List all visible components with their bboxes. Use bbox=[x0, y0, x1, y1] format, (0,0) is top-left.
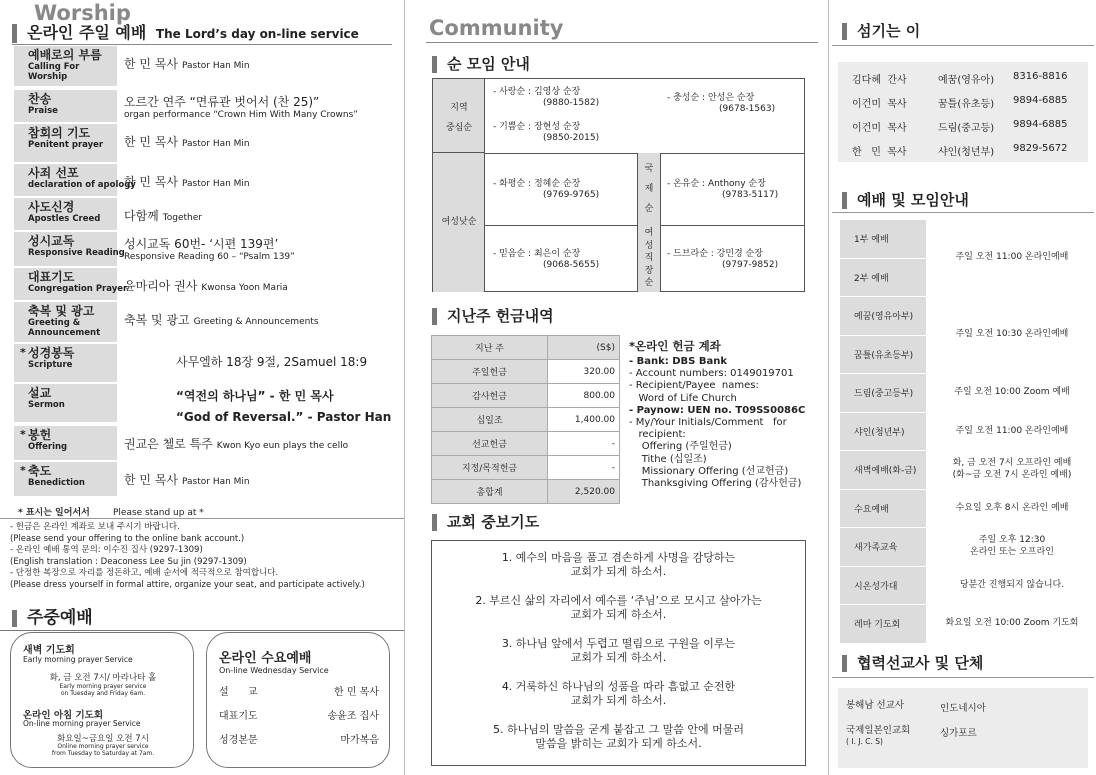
prayer-line: 2. 부르신 삶의 자리에서 예수를 ‘주님’으로 모시고 살아가는 bbox=[475, 594, 762, 607]
value-main: 오르간 연주 “면류관 벗어서 (찬 25)” bbox=[124, 95, 320, 109]
worship-item-label bbox=[14, 232, 125, 266]
service-label: 새가족교육 bbox=[840, 528, 926, 566]
account-line: Word of Life Church bbox=[629, 392, 737, 404]
dawn-en: Early morning prayer Service bbox=[23, 655, 133, 664]
community-rule bbox=[426, 42, 818, 43]
prayer-line: 교회가 되게 하소서. bbox=[570, 694, 667, 707]
note-line: (Please dress yourself in formal attire, organize your seat, and participate actively.) bbox=[10, 579, 365, 590]
note-line: - 헌금은 온라인 계좌로 보내 주시기 바랍니다. bbox=[10, 522, 180, 532]
offering-value: - bbox=[548, 432, 620, 456]
value-en: Kwonsa Yoon Maria bbox=[201, 283, 288, 293]
value-en: Pastor Han Min bbox=[182, 179, 250, 189]
offering-header-label: 지난 주 bbox=[432, 336, 548, 360]
prayer-title: 교회 중보기도 bbox=[432, 514, 539, 531]
service-time bbox=[930, 425, 1094, 437]
value-main: 윤마리아 권사 bbox=[124, 279, 198, 293]
service-label: 수요예배 bbox=[840, 490, 926, 528]
title-rule bbox=[12, 44, 392, 45]
service-time bbox=[930, 534, 1094, 558]
wed-row-value: 송윤조 집사 bbox=[327, 711, 379, 722]
label-en: Apostles Creed bbox=[28, 214, 101, 224]
intl-label bbox=[637, 153, 661, 225]
staff-phone: 9829-5672 bbox=[1013, 143, 1068, 154]
group-item: - 드브라순 : 강민경 순장 (9797-9852) bbox=[667, 249, 779, 270]
staff-name: 김다혜 간사 bbox=[852, 75, 907, 86]
mission-name bbox=[846, 725, 910, 747]
value-main: 다함께 bbox=[124, 209, 159, 223]
service-time bbox=[930, 457, 1094, 481]
value-main: 한 민 목사 bbox=[124, 175, 178, 189]
offering-title: 지난주 헌금내역 bbox=[432, 308, 554, 325]
label-ko: 봉헌 bbox=[28, 428, 52, 442]
offering-value: 1,400.00 bbox=[548, 408, 620, 432]
service-time bbox=[930, 251, 1094, 263]
value-en: Kwon Kyo eun plays the cello bbox=[216, 441, 349, 451]
service-label: 샤인(청년부) bbox=[840, 413, 926, 451]
worship-item bbox=[14, 268, 394, 300]
value-en: Pastor Han Min bbox=[182, 139, 250, 149]
worship-item-label bbox=[14, 46, 117, 86]
worship-item-value bbox=[124, 311, 319, 328]
mission-name-ko: 국제일본인교회 bbox=[846, 725, 911, 736]
account-line: Missionary Offering (선교헌금) bbox=[629, 465, 789, 477]
worship-item-value bbox=[176, 353, 367, 370]
worship-item bbox=[14, 46, 394, 86]
worship-item-value bbox=[124, 207, 202, 224]
label-ko: 대표기도 bbox=[28, 270, 75, 284]
offering-row bbox=[432, 408, 620, 432]
value-main: 한 민 목사 bbox=[124, 135, 178, 149]
worship-item-label bbox=[14, 124, 117, 162]
weekday-rule bbox=[0, 630, 404, 631]
morning-time-en: Online morning prayer service from Tuesday to Saturday at 7am. bbox=[51, 743, 155, 757]
label-ko: 사도신경 bbox=[28, 200, 75, 214]
note-line: (English translation : Deaconess Lee Su jin (9297-1309) bbox=[10, 556, 247, 567]
dawn-time: 화, 금 오전 7시/ 마라나타 홀 bbox=[49, 673, 157, 683]
intl-label-char: 제 bbox=[644, 184, 654, 194]
account-line: Offering (주일헌금) bbox=[629, 441, 732, 453]
offering-row bbox=[432, 480, 620, 504]
worship-item-value bbox=[176, 387, 391, 424]
staff-name: 이건미 목사 bbox=[852, 123, 907, 134]
groups-title: 순 모임 안내 bbox=[432, 56, 530, 73]
label-ko: 성경봉독 bbox=[28, 346, 75, 360]
worship-item bbox=[14, 462, 394, 496]
staff-dept: 꿈틀(유초등) bbox=[938, 99, 995, 110]
service-label: 드림(중고등부) bbox=[840, 374, 926, 412]
wed-row-label: 대표기도 bbox=[219, 711, 258, 722]
worship-item-value bbox=[124, 277, 288, 294]
label-en: Praise bbox=[28, 106, 58, 116]
worship-item-value bbox=[124, 235, 295, 262]
female-label bbox=[637, 225, 661, 292]
label-en: Penitent prayer bbox=[28, 140, 104, 150]
label-en: Offering bbox=[28, 442, 68, 452]
wed-row-value: 한 민 목사 bbox=[334, 687, 379, 698]
offering-table bbox=[431, 335, 620, 504]
worship-item-label bbox=[14, 302, 117, 342]
worship-item bbox=[14, 164, 394, 196]
service-time-line: 주일 오전 11:00 온라인예배 bbox=[955, 425, 1069, 436]
service-time-line: 화요일 오전 10:00 Zoom 기도회 bbox=[945, 618, 1079, 628]
offering-header-unit: (S$) bbox=[548, 336, 620, 360]
wed-row-label: 성경본문 bbox=[219, 735, 258, 746]
value-main: 성시교독 60번- ‘시편 139편’ bbox=[124, 237, 279, 251]
worship-item-value bbox=[124, 471, 250, 488]
mission-name bbox=[846, 700, 904, 711]
wed-row-value: 마가복음 bbox=[340, 735, 379, 746]
note-line: (Please send your offering to the online bank account.) bbox=[10, 533, 245, 544]
worship-item bbox=[14, 302, 394, 342]
region-label: 지역 중심순 bbox=[433, 79, 485, 153]
account-line: Tithe (십일조) bbox=[629, 453, 707, 465]
account-line: - Bank: DBS Bank bbox=[629, 356, 727, 367]
account-line: - Paynow: UEN no. T09SS0086C bbox=[629, 404, 806, 416]
label-en: Scripture bbox=[28, 360, 73, 370]
standing-star: * bbox=[20, 346, 26, 359]
service-label: 시온성가대 bbox=[840, 567, 926, 605]
staff-dept: 드림(중고등) bbox=[938, 123, 995, 134]
staff-title: 섬기는 이 bbox=[842, 23, 920, 40]
services-rule bbox=[832, 212, 1094, 213]
service-time-line: 주일 오전 10:00 Zoom 예배 bbox=[954, 387, 1070, 397]
worship-item bbox=[14, 426, 394, 460]
wednesday-box bbox=[206, 632, 390, 768]
worship-item-value bbox=[124, 55, 250, 72]
value-main: “역전의 하나님” - 한 민 목사 bbox=[176, 389, 334, 403]
offering-value: - bbox=[548, 456, 620, 480]
service-time-line2: (화~금 오전 7시 온라인 예배) bbox=[952, 470, 1072, 480]
value-en: Together bbox=[162, 213, 202, 223]
account-title: *온라인 헌금 계좌 bbox=[629, 339, 721, 353]
prayer-line: 말씀을 밝히는 교회가 되게 하소서. bbox=[535, 737, 702, 750]
mission-country: 싱가포르 bbox=[940, 728, 977, 739]
service-time-line: 수요일 오후 8시 온라인 예배 bbox=[955, 502, 1069, 513]
wed-row-label: 설 교 bbox=[219, 687, 258, 698]
prayer-line: 교회가 되게 하소서. bbox=[570, 651, 667, 664]
staff-name: 이건미 목사 bbox=[852, 99, 907, 110]
female-label-char: 순 bbox=[644, 278, 654, 288]
label-ko: 사죄 선포 bbox=[28, 166, 79, 180]
worship-item-label bbox=[14, 426, 117, 460]
stand-note: * 표시는 일어서서 Please stand up at * bbox=[18, 508, 204, 518]
female-label-char: 직 bbox=[644, 253, 654, 263]
morning-en: On-line morning prayer Service bbox=[23, 719, 141, 728]
women-label: 여성낮순 bbox=[433, 153, 485, 292]
value-main: 권교은 첼로 특주 bbox=[124, 437, 213, 451]
online-worship-title: 온라인 주일 예배 The Lord’s day on-line service bbox=[12, 24, 359, 43]
group-item: - 화평순 : 정혜순 순장 (9769-9765) bbox=[493, 179, 600, 200]
value-main: 한 민 목사 bbox=[124, 57, 178, 71]
services-title: 예배 및 모임안내 bbox=[842, 192, 969, 209]
female-label-char: 여 bbox=[644, 228, 654, 238]
wed-en: On-line Wednesday Service bbox=[219, 666, 329, 675]
offering-row bbox=[432, 360, 620, 384]
note-line: - 온라인 예배 통역 문의: 이수진 집사 (9297-1309) bbox=[10, 545, 203, 555]
staff-rule bbox=[832, 45, 1094, 46]
label-ko: 참회의 기도 bbox=[28, 126, 91, 140]
worship-item-value bbox=[124, 93, 358, 120]
label-en: Responsive Reading bbox=[28, 248, 125, 258]
mission-country: 인도네시아 bbox=[940, 703, 986, 714]
offering-value: 2,520.00 bbox=[548, 480, 620, 504]
mission-name-ko: 봉해남 선교사 bbox=[846, 700, 905, 711]
dawn-time-en: Early morning prayer service on Tuesday and Friday 6am. bbox=[59, 683, 147, 697]
offering-label: 주일헌금 bbox=[432, 360, 548, 384]
staff-dept: 예꿈(영유아) bbox=[938, 75, 995, 86]
account-line: recipient: bbox=[629, 429, 686, 441]
mission-rule bbox=[832, 677, 1094, 678]
service-time-line: 주일 오전 11:00 온라인예배 bbox=[955, 252, 1069, 263]
label-en: declaration of apology bbox=[28, 180, 136, 190]
morning-time: 화요일~금요일 오전 7시 bbox=[57, 734, 149, 744]
service-label: 꿈틀(유초등부) bbox=[840, 336, 926, 374]
worship-item-label bbox=[14, 462, 117, 496]
value-en: Pastor Han Min bbox=[182, 477, 250, 487]
service-time bbox=[930, 502, 1094, 514]
offering-label: 지정/목적헌금 bbox=[432, 456, 548, 480]
service-time-line: 주일 오후 12:30 bbox=[978, 535, 1046, 545]
group-item: - 기쁨순 : 장현성 순장 (9850-2015) bbox=[493, 122, 600, 143]
prayer-line: 1. 예수의 마음을 품고 겸손하게 사명을 감당하는 bbox=[501, 551, 736, 564]
offering-label: 총합계 bbox=[432, 480, 548, 504]
standing-star: * bbox=[20, 464, 26, 477]
service-time bbox=[930, 328, 1094, 340]
service-time bbox=[930, 617, 1094, 629]
worship-item-label bbox=[14, 198, 117, 230]
value-en: Pastor Han Min bbox=[182, 61, 250, 71]
account-line: - Account numbers: 0149019701 bbox=[629, 368, 794, 380]
prayer-line: 3. 하나님 앞에서 두렵고 떨림으로 구원을 이루는 bbox=[501, 637, 736, 650]
service-time bbox=[930, 579, 1094, 591]
offering-row bbox=[432, 456, 620, 480]
group-item: - 충성순 : 안성은 순장 (9678-1563) bbox=[667, 93, 776, 114]
worship-item bbox=[14, 232, 394, 266]
label-en2: Worship bbox=[28, 72, 68, 82]
groups-table bbox=[432, 78, 805, 292]
worship-item-label bbox=[14, 164, 136, 196]
label-ko: 축도 bbox=[28, 464, 52, 478]
worship-item-label bbox=[14, 90, 117, 122]
column-divider bbox=[404, 0, 405, 775]
account-line: - Recipient/Payee names: bbox=[629, 380, 759, 392]
worship-item-value bbox=[124, 435, 348, 452]
note-line: - 단정한 복장으로 자리를 정돈하고, 예배 순서에 적극적으로 참여합니다. bbox=[10, 568, 279, 578]
offering-row bbox=[432, 384, 620, 408]
prayer-line: 교회가 되게 하소서. bbox=[570, 608, 667, 621]
account-line: - My/Your Initials/Comment for bbox=[629, 417, 787, 428]
service-label: 1부 예배 bbox=[840, 220, 926, 258]
column-divider bbox=[828, 0, 829, 775]
label-ko: 축복 및 광고 bbox=[28, 304, 95, 318]
offering-header-row bbox=[432, 336, 620, 360]
label-ko: 찬송 bbox=[28, 92, 52, 106]
label-en: Congregation Prayer bbox=[28, 284, 128, 294]
value-en: Responsive Reading 60 – “Psalm 139” bbox=[124, 252, 295, 262]
dawn-title: 새벽 기도회 bbox=[23, 645, 75, 656]
worship-item bbox=[14, 124, 394, 162]
female-label-char: 성 bbox=[644, 240, 654, 251]
label-en: Sermon bbox=[28, 400, 65, 410]
staff-name: 한 민 목사 bbox=[852, 147, 907, 158]
offering-value: 320.00 bbox=[548, 360, 620, 384]
intl-label-char: 국 bbox=[644, 164, 654, 174]
prayer-line: 5. 하나님의 말씀을 굳게 붙잡고 그 말씀 안에 머물러 bbox=[493, 723, 744, 736]
service-label: 예꿈(영유아부) bbox=[840, 297, 926, 335]
worship-item bbox=[14, 198, 394, 230]
value-main: 한 민 목사 bbox=[124, 473, 178, 487]
morning-title: 온라인 아침 기도회 bbox=[23, 710, 104, 721]
value-en: Greeting & Announcements bbox=[193, 317, 319, 327]
value-main: 축복 및 광고 bbox=[124, 313, 190, 327]
female-label-char: 장 bbox=[644, 265, 654, 276]
value-en: organ performance “Crown Him With Many Crowns” bbox=[124, 110, 358, 120]
weekday-title: 주중예배 bbox=[12, 610, 93, 627]
worship-item-value bbox=[124, 133, 250, 150]
worship-item bbox=[14, 90, 394, 122]
value-en: “God of Reversal.” - Pastor Han bbox=[176, 410, 392, 424]
staff-phone: 9894-6885 bbox=[1013, 95, 1068, 106]
worship-heading: Worship bbox=[34, 1, 131, 25]
label-ko: 성시교독 bbox=[28, 234, 75, 248]
worship-item bbox=[14, 344, 394, 382]
service-time-line: 화, 금 오전 7시 오프라인 예배 bbox=[952, 458, 1072, 468]
offering-label: 선교헌금 bbox=[432, 432, 548, 456]
group-item: - 믿음순 : 최은이 순장 (9068-5655) bbox=[493, 249, 600, 270]
worship-item-label bbox=[14, 384, 117, 422]
account-line: Thanksgiving Offering (감사헌금) bbox=[629, 478, 802, 489]
notes-rule bbox=[0, 518, 404, 519]
wed-title: 온라인 수요예배 bbox=[219, 651, 312, 666]
label-en: Calling For bbox=[28, 62, 80, 72]
service-time-line: 당분간 진행되지 않습니다. bbox=[959, 579, 1065, 590]
worship-item-value bbox=[124, 173, 250, 190]
service-label: 2부 예배 bbox=[840, 259, 926, 297]
prayer-line: 4. 거룩하신 하나님의 성품을 따라 흠없고 순전한 bbox=[501, 680, 736, 693]
value-main: 사무엘하 18장 9절, 2Samuel 18:9 bbox=[176, 355, 368, 369]
group-item: - 온유순 : Anthony 순장 (9783-5117) bbox=[667, 179, 779, 200]
intl-label-char: 순 bbox=[644, 204, 654, 214]
prayer-line: 교회가 되게 하소서. bbox=[570, 565, 667, 578]
community-heading: Community bbox=[429, 16, 564, 40]
mission-name-en: ( I. J. C. S) bbox=[846, 737, 883, 746]
label-ko: 예배로의 부름 bbox=[28, 48, 102, 62]
staff-dept: 샤인(청년부) bbox=[938, 147, 995, 158]
label-ko: 설교 bbox=[28, 386, 52, 400]
staff-phone: 9894-6885 bbox=[1013, 119, 1068, 130]
service-label: 새벽예배(화-금) bbox=[840, 451, 926, 489]
intercessory-prayer-box bbox=[431, 540, 806, 766]
offering-value: 800.00 bbox=[548, 384, 620, 408]
offering-label: 십일조 bbox=[432, 408, 548, 432]
label-en2: Announcement bbox=[28, 328, 101, 338]
staff-phone: 8316-8816 bbox=[1013, 71, 1068, 82]
worship-item bbox=[14, 384, 394, 422]
worship-item-label bbox=[14, 268, 128, 300]
dawn-prayer-box bbox=[10, 632, 194, 768]
service-time-line: 주일 오전 10:30 온라인예배 bbox=[955, 329, 1069, 340]
label-en: Greeting & bbox=[28, 318, 81, 328]
service-label: 레마 기도회 bbox=[840, 605, 926, 643]
worship-item-label bbox=[14, 344, 117, 382]
label-en: Benediction bbox=[28, 478, 85, 488]
service-time bbox=[930, 386, 1094, 398]
offering-row bbox=[432, 432, 620, 456]
mission-title: 협력선교사 및 단체 bbox=[842, 655, 983, 672]
standing-star: * bbox=[20, 428, 26, 441]
offering-label: 감사헌금 bbox=[432, 384, 548, 408]
service-time-line2: 온라인 또는 오프라인 bbox=[970, 547, 1054, 557]
group-item: - 사랑순 : 김영상 순장 (9880-1582) bbox=[493, 87, 600, 108]
